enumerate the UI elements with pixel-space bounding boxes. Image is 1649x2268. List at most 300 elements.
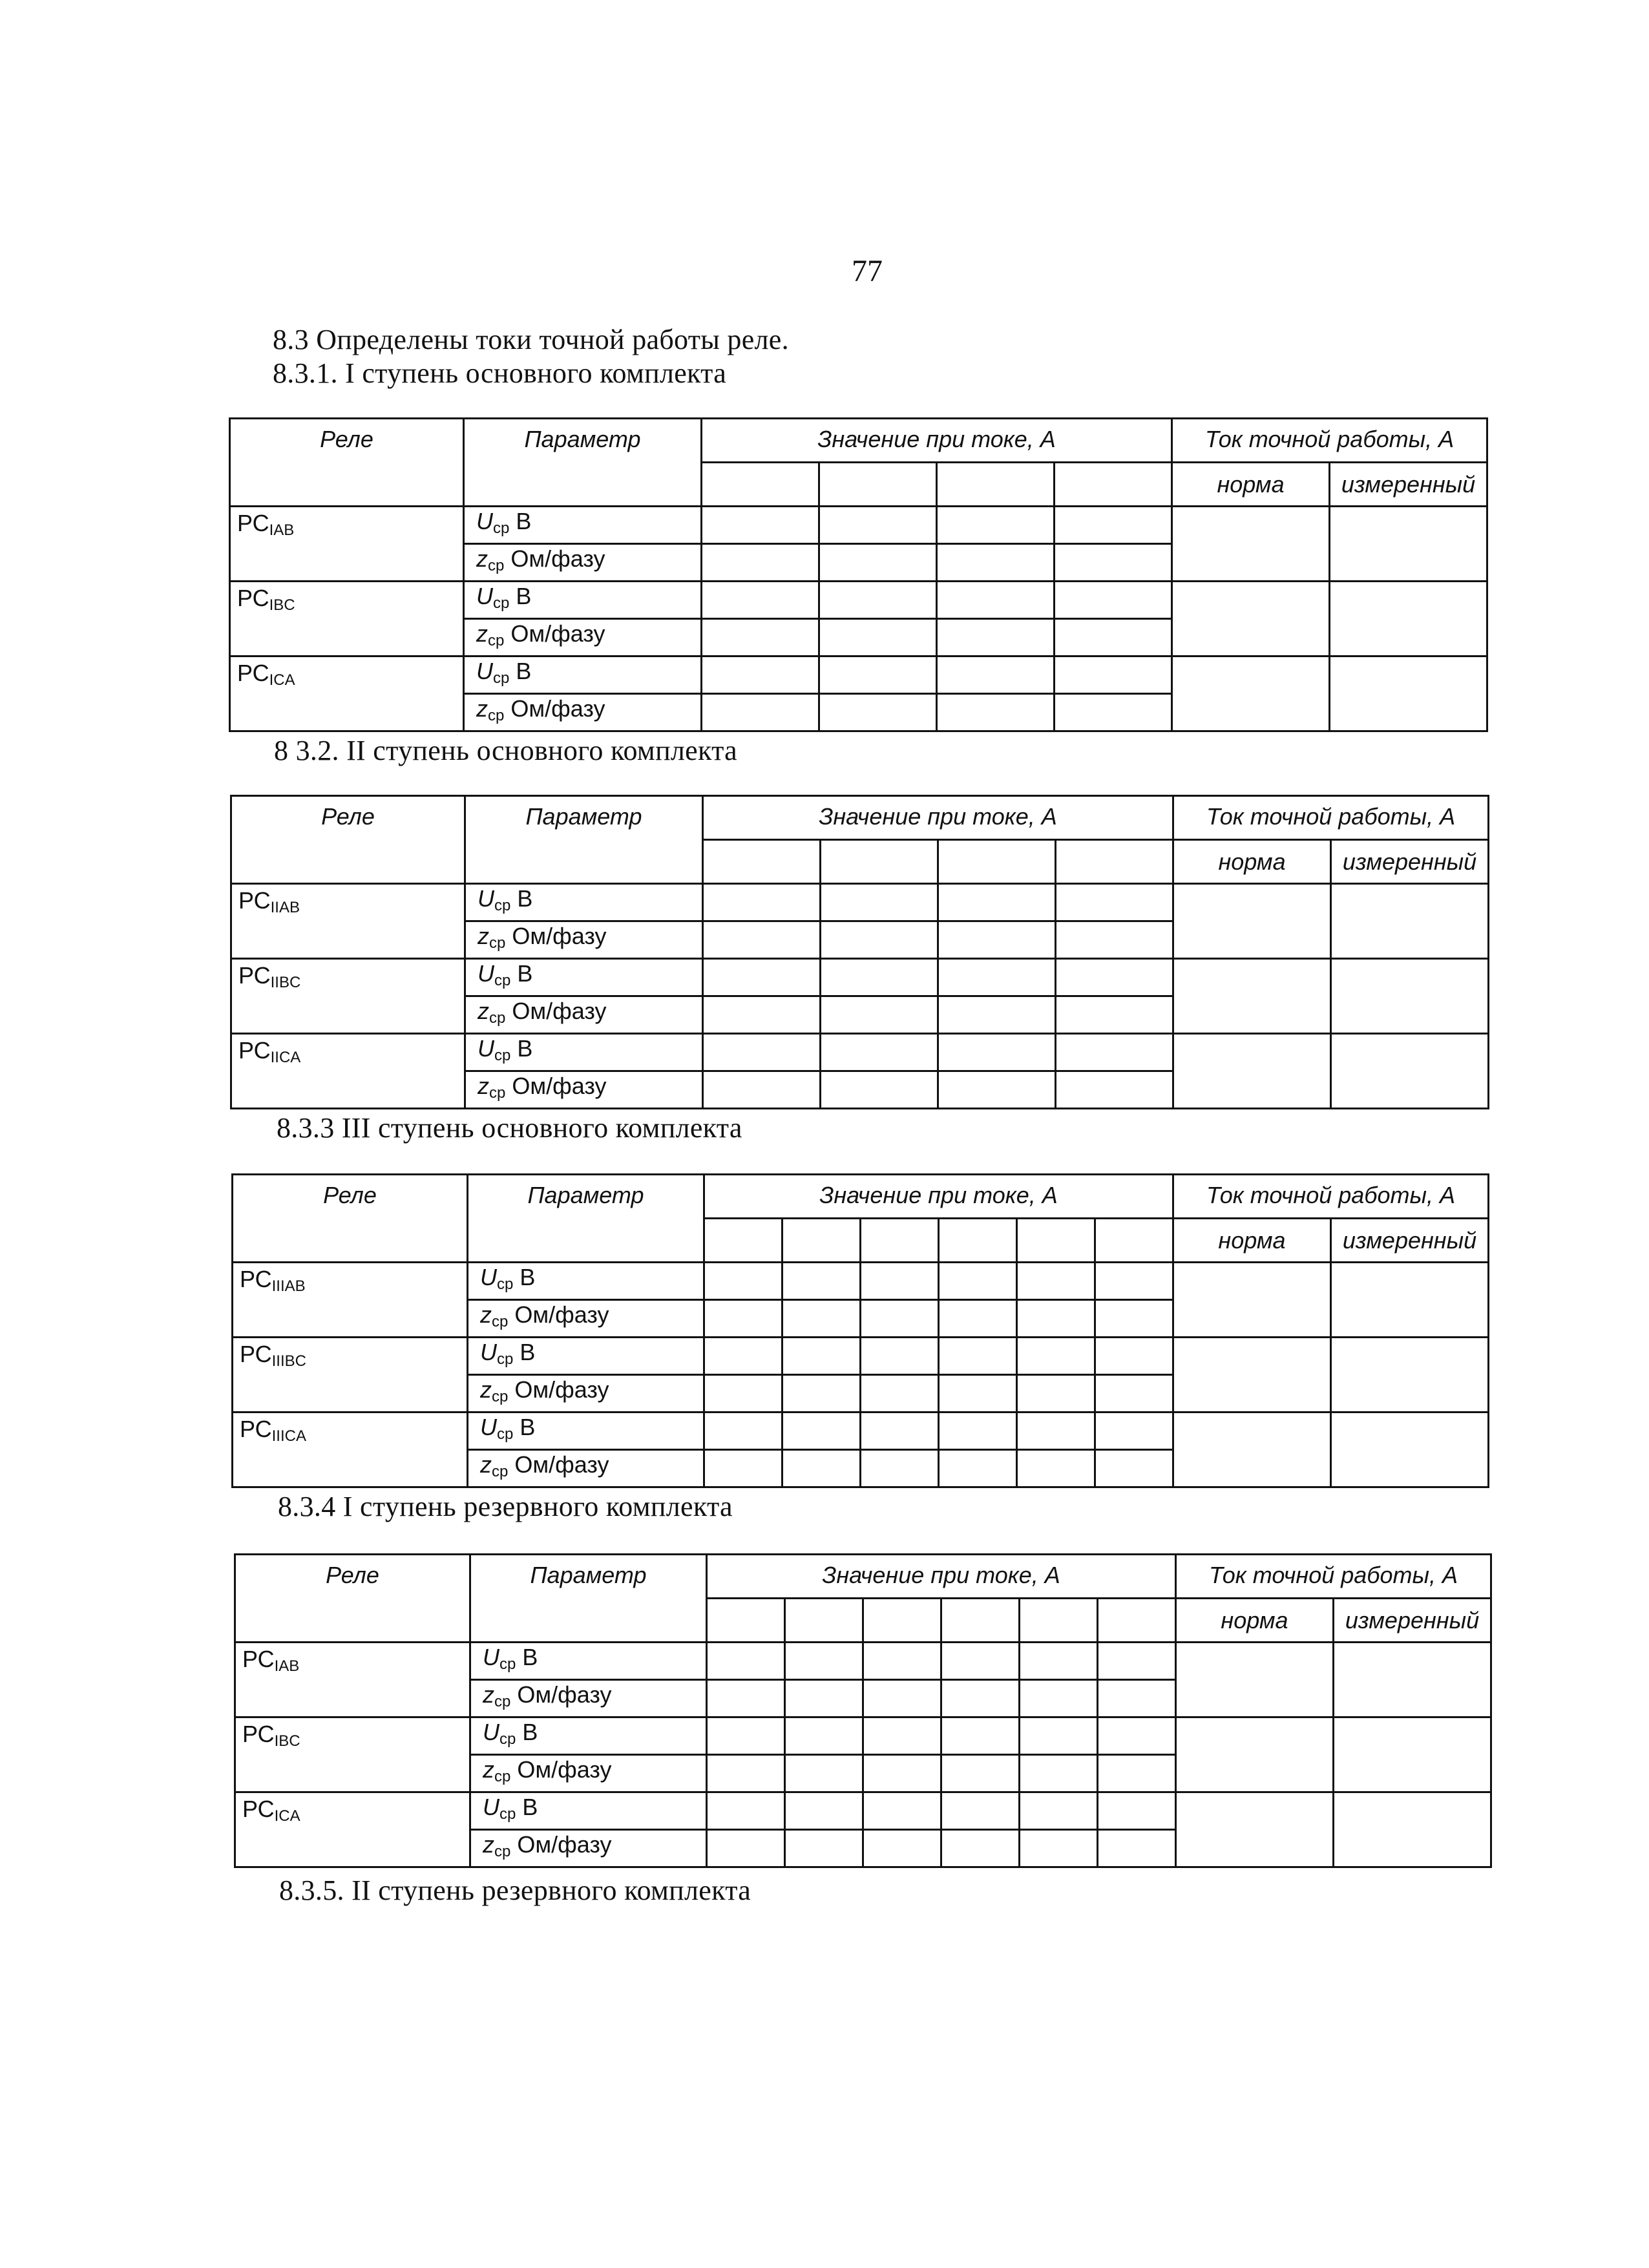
value-cell	[703, 1071, 821, 1109]
parameter-subscript: ср	[497, 1276, 514, 1293]
parameter-unit: Ом/фазу	[505, 923, 607, 949]
current-value-header-cell	[819, 463, 937, 507]
value-cell	[785, 1717, 863, 1755]
value-cell	[1020, 1643, 1098, 1680]
section-heading-8-3-4: 8.3.4 I ступень резервного комплекта	[278, 1491, 733, 1522]
value-cell	[938, 996, 1056, 1034]
value-cell	[704, 1375, 782, 1412]
parameter-impedance	[470, 1680, 707, 1717]
value-cell	[1017, 1375, 1095, 1412]
header-relay: Реле	[233, 1175, 468, 1263]
value-cell	[1056, 959, 1173, 996]
parameter-impedance	[468, 1300, 704, 1338]
parameter-subscript: ср	[494, 897, 511, 914]
value-cell	[821, 884, 938, 921]
relay-subscript: IIICA	[271, 1427, 306, 1445]
value-cell	[704, 1338, 782, 1375]
relay-cell	[230, 507, 464, 582]
table-row	[230, 656, 1487, 694]
parameter-subscript: ср	[494, 1768, 511, 1785]
relay-subscript: IIIAB	[271, 1277, 306, 1295]
relay-name: РС	[242, 1796, 275, 1822]
parameter-symbol: U	[476, 658, 493, 684]
relay-cell	[231, 884, 465, 959]
current-value-header-cell	[704, 1219, 782, 1263]
relay-cell	[233, 1338, 468, 1412]
current-value-header-cell	[1095, 1219, 1173, 1263]
table-row	[230, 507, 1487, 544]
parameter-unit: В	[510, 960, 533, 987]
header-value-at-current: Значение при токе, А	[704, 1175, 1173, 1219]
value-cell	[937, 619, 1055, 656]
page-number: 77	[852, 254, 883, 288]
value-cell	[702, 507, 819, 544]
current-value-header-cell	[1098, 1599, 1176, 1643]
current-value-header-cell	[703, 840, 821, 884]
relay-cell	[231, 1034, 465, 1109]
header-value-at-current: Значение при токе, А	[702, 419, 1172, 463]
value-cell	[707, 1643, 785, 1680]
parameter-unit: Ом/фазу	[504, 695, 605, 722]
measured-cell	[1331, 1263, 1489, 1338]
parameter-symbol: U	[478, 1035, 494, 1062]
header-exact-current: Ток точной работы, А	[1172, 419, 1487, 463]
parameter-subscript: ср	[493, 594, 510, 612]
value-cell	[941, 1830, 1020, 1867]
parameter-subscript: ср	[494, 972, 511, 989]
value-cell	[941, 1717, 1020, 1755]
value-cell	[707, 1717, 785, 1755]
parameter-symbol: U	[480, 1339, 497, 1365]
value-cell	[863, 1755, 941, 1792]
relay-name: РС	[240, 1266, 272, 1292]
parameter-symbol: z	[476, 620, 488, 647]
table-row	[231, 884, 1489, 921]
parameter-symbol: z	[478, 998, 489, 1024]
value-cell	[1020, 1792, 1098, 1830]
parameter-unit: Ом/фазу	[505, 998, 607, 1024]
relay-name: РС	[238, 962, 271, 989]
relay-name: РС	[242, 1646, 275, 1672]
value-cell	[863, 1792, 941, 1830]
value-cell	[1095, 1300, 1173, 1338]
parameter-impedance	[465, 921, 703, 959]
parameter-subscript: ср	[493, 669, 510, 687]
parameter-unit: В	[516, 1794, 538, 1820]
value-cell	[861, 1300, 939, 1338]
parameter-voltage	[468, 1338, 704, 1375]
value-cell	[939, 1375, 1017, 1412]
header-parameter: Параметр	[465, 796, 703, 884]
parameter-unit: В	[509, 583, 532, 609]
value-cell	[941, 1755, 1020, 1792]
value-cell	[703, 996, 821, 1034]
value-cell	[861, 1338, 939, 1375]
value-cell	[703, 1034, 821, 1071]
value-cell	[1098, 1717, 1176, 1755]
value-cell	[1055, 656, 1172, 694]
current-value-header-cell	[863, 1599, 941, 1643]
value-cell	[939, 1412, 1017, 1450]
relay-cell	[230, 656, 464, 731]
value-cell	[1020, 1680, 1098, 1717]
section-heading-8-3-1: 8.3.1. I ступень основного комплекта	[273, 357, 727, 389]
relay-table	[234, 1553, 1492, 1868]
value-cell	[707, 1755, 785, 1792]
value-cell	[1098, 1680, 1176, 1717]
parameter-unit: Ом/фазу	[510, 1681, 612, 1708]
table-row	[235, 1717, 1491, 1755]
parameter-subscript: ср	[489, 1009, 506, 1027]
value-cell	[861, 1412, 939, 1450]
section-heading-8-3: 8.3 Определены токи точной работы реле.	[273, 324, 789, 355]
parameter-voltage	[470, 1792, 707, 1830]
current-value-header-cell	[939, 1219, 1017, 1263]
section-heading-8-3-3: 8.3.3 III ступень основного комплекта	[277, 1112, 742, 1144]
table-row	[235, 1792, 1491, 1830]
norm-cell	[1173, 1263, 1331, 1338]
relay-name: РС	[242, 1721, 275, 1747]
value-cell	[702, 656, 819, 694]
value-cell	[702, 544, 819, 582]
parameter-symbol: z	[480, 1301, 492, 1328]
table-row	[233, 1338, 1489, 1375]
relay-subscript: IBC	[269, 596, 295, 614]
parameter-subscript: ср	[499, 1655, 516, 1673]
value-cell	[939, 1450, 1017, 1487]
header-relay: Реле	[230, 419, 464, 507]
measured-cell	[1334, 1717, 1491, 1792]
current-value-header-cell	[861, 1219, 939, 1263]
norm-cell	[1173, 1338, 1331, 1412]
relay-subscript: ICA	[274, 1807, 300, 1825]
current-value-header-cell	[941, 1599, 1020, 1643]
relay-name: РС	[237, 585, 269, 611]
header-exact-current: Ток точной работы, А	[1173, 796, 1489, 840]
value-cell	[937, 582, 1055, 619]
value-cell	[1020, 1755, 1098, 1792]
value-cell	[782, 1338, 861, 1375]
value-cell	[863, 1643, 941, 1680]
header-relay: Реле	[231, 796, 465, 884]
relay-cell	[231, 959, 465, 1034]
relay-table	[230, 795, 1489, 1109]
parameter-unit: Ом/фазу	[508, 1451, 609, 1478]
parameter-voltage	[465, 959, 703, 996]
parameter-symbol: z	[476, 545, 488, 572]
parameter-unit: Ом/фазу	[508, 1376, 609, 1403]
value-cell	[1055, 694, 1172, 731]
header-value-at-current: Значение при токе, А	[707, 1555, 1176, 1599]
parameter-subscript: ср	[493, 520, 510, 537]
parameter-voltage	[465, 884, 703, 921]
measured-cell	[1331, 1034, 1489, 1109]
norm-cell	[1176, 1717, 1334, 1792]
value-cell	[941, 1680, 1020, 1717]
parameter-symbol: U	[476, 583, 493, 609]
value-cell	[1056, 884, 1173, 921]
parameter-unit: Ом/фазу	[510, 1756, 612, 1783]
parameter-subscript: ср	[497, 1425, 514, 1443]
value-cell	[819, 507, 937, 544]
value-cell	[863, 1830, 941, 1867]
parameter-symbol: z	[480, 1451, 492, 1478]
parameter-unit: В	[513, 1339, 536, 1365]
parameter-unit: Ом/фазу	[505, 1073, 607, 1099]
value-cell	[1098, 1792, 1176, 1830]
norm-cell	[1176, 1643, 1334, 1717]
header-row	[230, 419, 1487, 463]
parameter-subscript: ср	[492, 1463, 509, 1480]
parameter-voltage	[464, 582, 702, 619]
value-cell	[702, 694, 819, 731]
value-cell	[819, 694, 937, 731]
value-cell	[1098, 1830, 1176, 1867]
parameter-symbol: U	[478, 885, 494, 912]
value-cell	[1095, 1338, 1173, 1375]
value-cell	[1056, 1034, 1173, 1071]
relay-name: РС	[240, 1416, 272, 1442]
value-cell	[861, 1375, 939, 1412]
value-cell	[707, 1792, 785, 1830]
value-cell	[938, 959, 1056, 996]
value-cell	[937, 656, 1055, 694]
parameter-unit: В	[509, 658, 532, 684]
value-cell	[707, 1830, 785, 1867]
relay-subscript: IIBC	[270, 974, 301, 991]
measured-cell	[1330, 582, 1487, 656]
value-cell	[938, 884, 1056, 921]
parameter-voltage	[464, 656, 702, 694]
value-cell	[938, 1034, 1056, 1071]
value-cell	[821, 1071, 938, 1109]
parameter-symbol: U	[480, 1414, 497, 1440]
parameter-symbol: z	[476, 695, 488, 722]
value-cell	[863, 1680, 941, 1717]
value-cell	[821, 921, 938, 959]
parameter-subscript: ср	[499, 1730, 516, 1748]
value-cell	[1095, 1375, 1173, 1412]
value-cell	[861, 1263, 939, 1300]
value-cell	[939, 1338, 1017, 1375]
norm-cell	[1176, 1792, 1334, 1867]
norm-cell	[1172, 507, 1330, 582]
parameter-voltage	[465, 1034, 703, 1071]
relay-cell	[230, 582, 464, 656]
value-cell	[941, 1792, 1020, 1830]
parameter-unit: В	[510, 885, 533, 912]
value-cell	[819, 582, 937, 619]
header-norm: норма	[1173, 1219, 1331, 1263]
value-cell	[704, 1412, 782, 1450]
parameter-symbol: z	[483, 1681, 494, 1708]
value-cell	[1098, 1643, 1176, 1680]
measured-cell	[1331, 959, 1489, 1034]
value-cell	[704, 1300, 782, 1338]
relay-subscript: ICA	[269, 671, 295, 689]
parameter-impedance	[465, 1071, 703, 1109]
parameter-subscript: ср	[488, 557, 505, 574]
norm-cell	[1172, 656, 1330, 731]
value-cell	[704, 1263, 782, 1300]
parameter-subscript: ср	[489, 1084, 506, 1102]
value-cell	[785, 1755, 863, 1792]
value-cell	[782, 1450, 861, 1487]
value-cell	[702, 582, 819, 619]
relay-name: РС	[238, 1037, 271, 1064]
table-row	[230, 582, 1487, 619]
relay-subscript: IAB	[274, 1657, 300, 1675]
relay-table	[229, 417, 1488, 732]
parameter-symbol: z	[483, 1831, 494, 1858]
value-cell	[702, 619, 819, 656]
parameter-subscript: ср	[488, 707, 505, 724]
relay-cell	[233, 1412, 468, 1487]
value-cell	[863, 1717, 941, 1755]
parameter-subscript: ср	[494, 1047, 511, 1064]
header-exact-current: Ток точной работы, А	[1173, 1175, 1489, 1219]
relay-name: РС	[238, 887, 271, 914]
value-cell	[938, 1071, 1056, 1109]
relay-subscript: IBC	[274, 1732, 300, 1750]
header-norm: норма	[1176, 1599, 1334, 1643]
header-measured: измеренный	[1331, 1219, 1489, 1263]
parameter-subscript: ср	[494, 1843, 511, 1860]
current-value-header-cell	[821, 840, 938, 884]
value-cell	[1056, 921, 1173, 959]
current-value-header-cell	[707, 1599, 785, 1643]
parameter-impedance	[464, 544, 702, 582]
header-measured: измеренный	[1334, 1599, 1491, 1643]
value-cell	[819, 544, 937, 582]
measured-cell	[1331, 1412, 1489, 1487]
parameter-unit: Ом/фазу	[510, 1831, 612, 1858]
parameter-symbol: U	[480, 1264, 497, 1290]
header-row	[231, 796, 1489, 840]
parameter-symbol: U	[483, 1644, 499, 1670]
value-cell	[1055, 507, 1172, 544]
relay-cell	[235, 1643, 470, 1717]
value-cell	[1017, 1412, 1095, 1450]
value-cell	[703, 959, 821, 996]
parameter-unit: Ом/фазу	[504, 620, 605, 647]
parameter-subscript: ср	[492, 1388, 509, 1405]
value-cell	[782, 1412, 861, 1450]
parameter-subscript: ср	[497, 1350, 514, 1368]
current-value-header-cell	[937, 463, 1055, 507]
header-exact-current: Ток точной работы, А	[1176, 1555, 1491, 1599]
parameter-symbol: z	[483, 1756, 494, 1783]
parameter-symbol: U	[478, 960, 494, 987]
current-value-header-cell	[938, 840, 1056, 884]
relay-name: РС	[237, 660, 269, 686]
parameter-symbol: U	[476, 508, 493, 534]
value-cell	[785, 1643, 863, 1680]
relay-table	[231, 1173, 1489, 1488]
value-cell	[1017, 1263, 1095, 1300]
value-cell	[1095, 1412, 1173, 1450]
header-value-at-current: Значение при токе, А	[703, 796, 1173, 840]
value-cell	[1055, 544, 1172, 582]
parameter-impedance	[464, 619, 702, 656]
relay-name: РС	[240, 1341, 272, 1367]
value-cell	[819, 619, 937, 656]
measured-cell	[1334, 1792, 1491, 1867]
norm-cell	[1172, 582, 1330, 656]
relay-subscript: IAB	[269, 521, 295, 539]
parameter-voltage	[468, 1263, 704, 1300]
header-relay: Реле	[235, 1555, 470, 1643]
value-cell	[704, 1450, 782, 1487]
measured-cell	[1331, 884, 1489, 959]
section-heading-8-3-2: 8 3.2. II ступень основного комплекта	[274, 735, 737, 766]
value-cell	[1098, 1755, 1176, 1792]
header-parameter: Параметр	[464, 419, 702, 507]
parameter-impedance	[464, 694, 702, 731]
value-cell	[939, 1263, 1017, 1300]
value-cell	[1056, 1071, 1173, 1109]
parameter-subscript: ср	[489, 934, 506, 952]
parameter-impedance	[468, 1450, 704, 1487]
value-cell	[819, 656, 937, 694]
relay-name: РС	[237, 510, 269, 536]
value-cell	[1095, 1450, 1173, 1487]
table-row	[231, 1034, 1489, 1071]
value-cell	[1017, 1450, 1095, 1487]
value-cell	[785, 1792, 863, 1830]
parameter-unit: В	[513, 1264, 536, 1290]
header-row	[235, 1555, 1491, 1599]
header-parameter: Параметр	[470, 1555, 707, 1643]
current-value-header-cell	[782, 1219, 861, 1263]
relay-subscript: IICA	[270, 1049, 301, 1066]
value-cell	[939, 1300, 1017, 1338]
value-cell	[937, 544, 1055, 582]
parameter-symbol: z	[478, 923, 489, 949]
norm-cell	[1173, 1412, 1331, 1487]
value-cell	[785, 1680, 863, 1717]
value-cell	[1017, 1300, 1095, 1338]
value-cell	[1056, 996, 1173, 1034]
value-cell	[703, 921, 821, 959]
header-norm: норма	[1173, 840, 1331, 884]
value-cell	[821, 959, 938, 996]
parameter-impedance	[468, 1375, 704, 1412]
measured-cell	[1330, 507, 1487, 582]
header-measured: измеренный	[1330, 463, 1487, 507]
header-parameter: Параметр	[468, 1175, 704, 1263]
current-value-header-cell	[785, 1599, 863, 1643]
parameter-subscript: ср	[488, 632, 505, 649]
parameter-voltage	[470, 1717, 707, 1755]
relay-cell	[235, 1717, 470, 1792]
parameter-impedance	[470, 1755, 707, 1792]
parameter-impedance	[465, 996, 703, 1034]
relay-subscript: IIAB	[270, 899, 300, 916]
measured-cell	[1334, 1643, 1491, 1717]
current-value-header-cell	[1020, 1599, 1098, 1643]
parameter-symbol: U	[483, 1719, 499, 1745]
header-measured: измеренный	[1331, 840, 1489, 884]
value-cell	[1055, 619, 1172, 656]
parameter-symbol: U	[483, 1794, 499, 1820]
current-value-header-cell	[702, 463, 819, 507]
relay-cell	[235, 1792, 470, 1867]
parameter-unit: Ом/фазу	[504, 545, 605, 572]
parameter-impedance	[470, 1830, 707, 1867]
current-value-header-cell	[1056, 840, 1173, 884]
value-cell	[937, 694, 1055, 731]
